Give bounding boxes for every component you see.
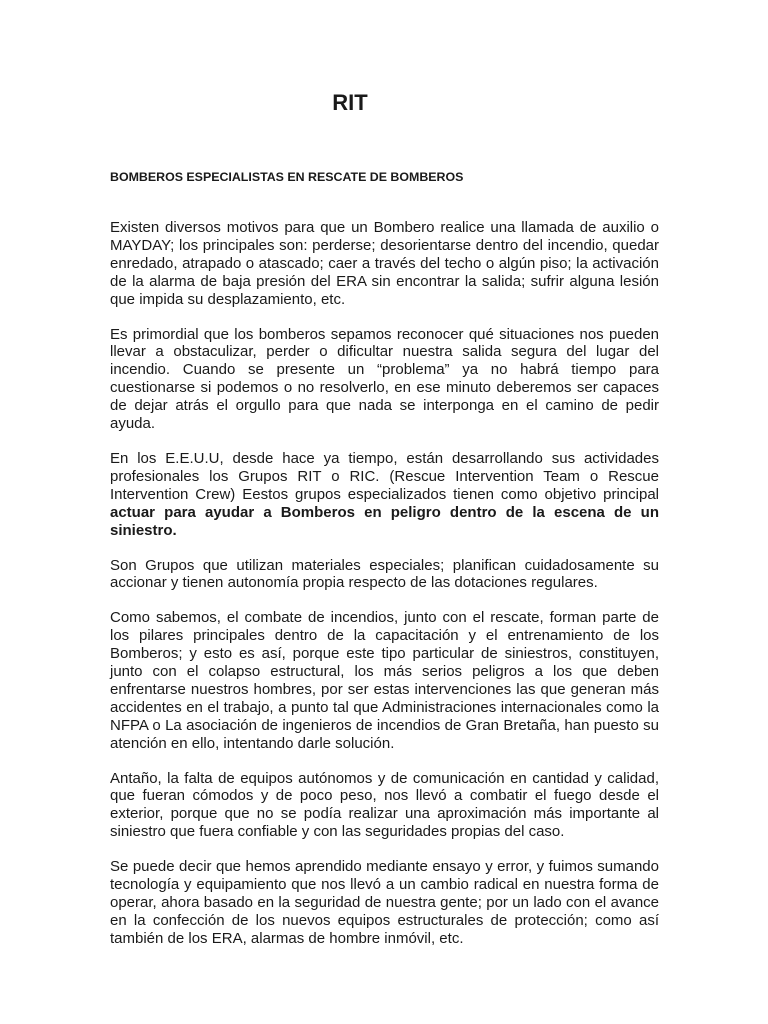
paragraph-3 bbox=[110, 450, 659, 540]
paragraph-5: Como sabemos, el combate de incendios, junto con el rescate, forman parte de los pilares principales dentro de la capacitación y el entrenamiento de los Bomberos; y esto es así, porque este tipo particular de siniestros, constituyen, junto con el colapso estructural, los más serios peligros a los que deben enfrentarse nuestros hombres, por ser estas intervenciones las que generan más accidentes en el trabajo, a punto tal que Administraciones internacionales como la NFPA o La asociación de ingenieros de incendios de Gran Bretaña, han puesto su atención en ello, intentando darle solución. bbox=[110, 609, 659, 752]
paragraph-7: Se puede decir que hemos aprendido mediante ensayo y error, y fuimos sumando tecnología y equipamiento que nos llevó a un cambio radical en nuestra forma de operar, ahora basado en la seguridad de nuestra gente; por un lado con el avance en la confección de los nuevos equipos estructurales de protección; como así también de los ERA, alarmas de hombre inmóvil, etc. bbox=[110, 858, 659, 947]
paragraph-4: Son Grupos que utilizan materiales especiales; planifican cuidadosamente su accionar y tienen autonomía propia respecto de las dotaciones regulares. bbox=[110, 556, 659, 592]
paragraph-1: Existen diversos motivos para que un Bombero realice una llamada de auxilio o MAYDAY; los principales son: perderse; desorientarse dentro del incendio, quedar enredado, atrapado o atascado; caer a través del techo o algún piso; la activación de la alarma de baja presión del ERA sin encontrar la salida; sufrir alguna lesión que impida su desplazamiento, etc. bbox=[110, 219, 659, 308]
paragraph-2: Es primordial que los bomberos sepamos reconocer qué situaciones nos pueden llevar a obstaculizar, perder o dificultar nuestra salida segura del lugar del incendio. Cuando se presente un “problema” ya no habrá tiempo para cuestionarse si podemos o no resolverlo, en ese minuto deberemos ser capaces de dejar atrás el orgullo para que nada se interponga en el camino de pedir ayuda. bbox=[110, 325, 659, 433]
paragraph-3-bold-phrase: actuar para ayudar a Bomberos en peligro dentro de la escena de un siniestro. bbox=[110, 503, 659, 539]
document-title: RIT bbox=[332, 90, 368, 115]
document-body bbox=[110, 219, 659, 965]
document-subtitle: BOMBEROS ESPECIALISTAS EN RESCATE DE BOMBEROS bbox=[110, 170, 464, 184]
paragraph-3-text: En los E.E.U.U, desde hace ya tiempo, están desarrollando sus actividades profesionales los Grupos RIT o RIC. (Rescue Intervention Team o Rescue Intervention Crew) Eestos grupos especializados tienen como objetivo principal bbox=[110, 449, 659, 503]
paragraph-6: Antaño, la falta de equipos autónomos y de comunicación en cantidad y calidad, que fueran cómodos y de poco peso, nos llevó a combatir el fuego desde el exterior, porque que no se podía realizar una aproximación más importante al siniestro que fuera confiable y con las seguridades propias del caso. bbox=[110, 769, 659, 841]
